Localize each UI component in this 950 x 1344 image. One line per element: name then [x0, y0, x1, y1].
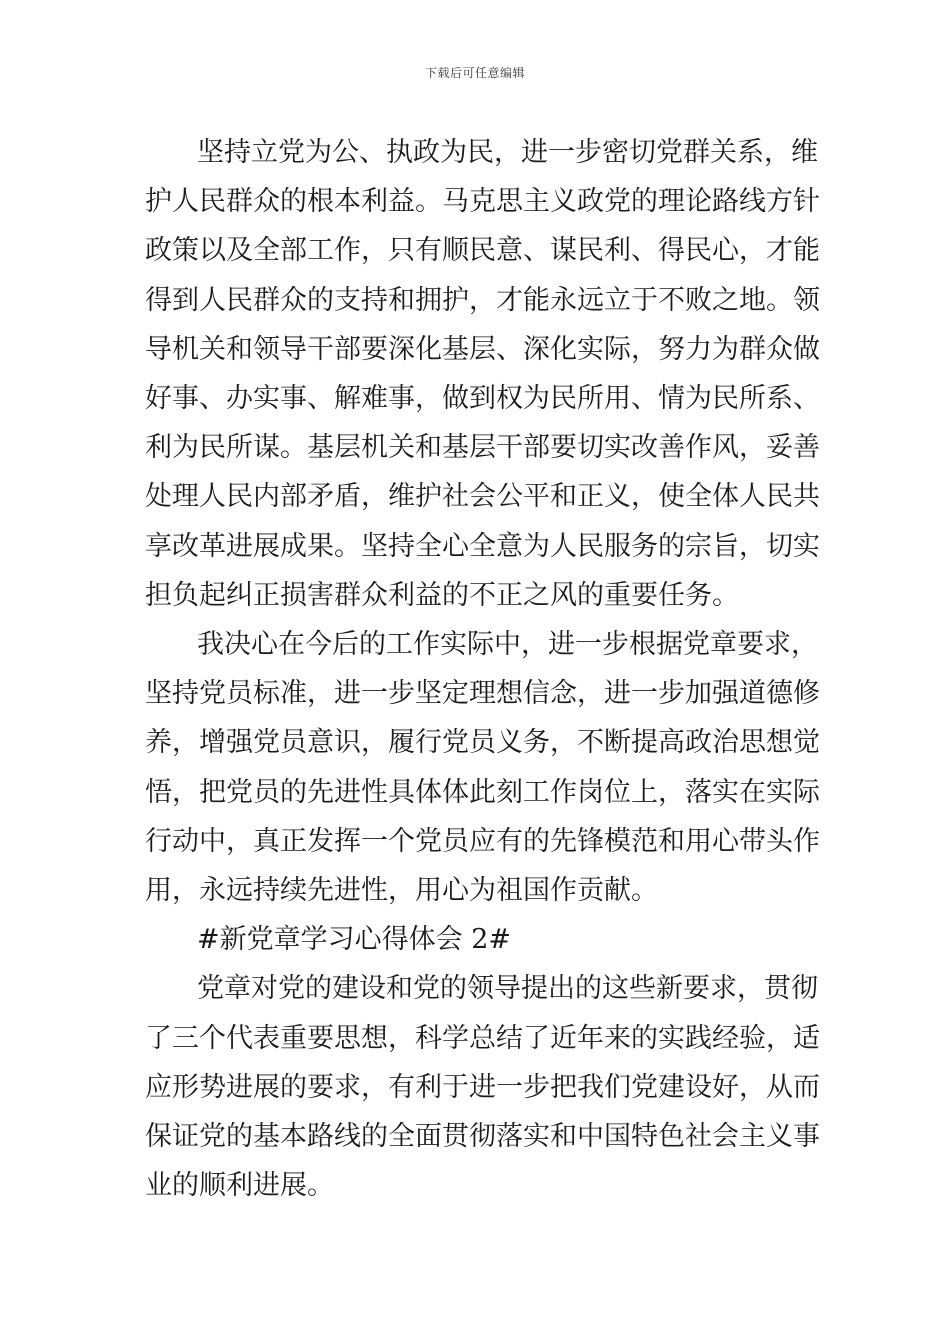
section-heading	[145, 915, 809, 964]
text-line: 我决心在今后的工作实际中，进一步根据党章要求，	[197, 629, 818, 661]
text-line: 业的顺利进展。	[145, 1170, 334, 1202]
text-line: 了三个代表重要思想，科学总结了近年来的实践经验，适	[145, 1022, 820, 1054]
text-line: 好事、办实事、解难事，做到权为民所用、情为民所系、	[145, 383, 820, 415]
text-line: 党章对党的建设和党的领导提出的这些新要求，贯彻	[197, 973, 818, 1005]
page-header-note: 下载后可任意编辑	[424, 66, 525, 80]
paragraph-3	[145, 964, 820, 1210]
text-line: 担负起纠正损害群众利益的不正之风的重要任务。	[145, 579, 739, 611]
text-line: 利为民所谋。基层机关和基层干部要切实改善作风，妥善	[145, 432, 820, 464]
paragraph-1	[145, 128, 820, 620]
paragraph-2	[145, 620, 820, 915]
text-line: 享改革进展成果。坚持全心全意为人民服务的宗旨，切实	[145, 530, 820, 562]
text-line: 导机关和领导干部要深化基层、深化实际，努力为群众做	[145, 333, 820, 365]
text-line: 行动中，真正发挥一个党员应有的先锋模范和用心带头作	[145, 825, 820, 857]
text-line: 政策以及全部工作，只有顺民意、谋民利、得民心，才能	[145, 235, 820, 267]
document-body	[145, 128, 820, 1210]
text-line: 护人民群众的根本利益。马克思主义政党的理论路线方针	[145, 186, 820, 218]
text-line: 坚持立党为公、执政为民，进一步密切党群关系，维	[197, 137, 818, 168]
text-line: 应形势进展的要求，有利于进一步把我们党建设好，从而	[145, 1071, 820, 1103]
text-line: 坚持党员标准，进一步坚定理想信念，进一步加强道德修	[145, 678, 820, 710]
section-heading-text: #新党章学习心得体会 2#	[197, 924, 512, 956]
text-line: 得到人民群众的支持和拥护，才能永远立于不败之地。领	[145, 284, 820, 316]
text-line: 养，增强党员意识，履行党员义务，不断提高政治思想觉	[145, 727, 820, 759]
text-line: 保证党的基本路线的全面贯彻落实和中国特色社会主义事	[145, 1121, 820, 1153]
text-line: 处理人民内部矛盾，维护社会公平和正义，使全体人民共	[145, 481, 820, 513]
text-line: 用，永远持续先进性，用心为祖国作贡献。	[145, 875, 658, 907]
text-line: 悟，把党员的先进性具体体此刻工作岗位上，落实在实际	[145, 776, 820, 808]
